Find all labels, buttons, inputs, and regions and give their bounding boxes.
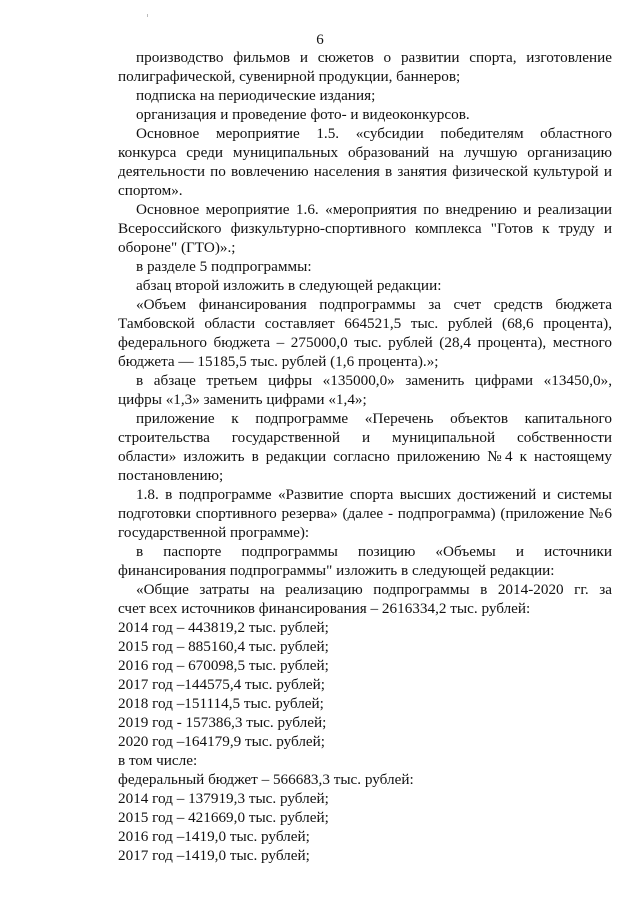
text-line: 2016 год – 670098,5 тыс. рублей;	[118, 657, 329, 674]
text-line: государственной программе):	[118, 524, 310, 541]
text-line: производство фильмов и сюжетов о развитии спорта, изготовление	[136, 49, 612, 66]
text-line: цифры «1,3» заменить цифрами «1,4»;	[118, 391, 367, 408]
text-line: в паспорте подпрограммы позицию «Объемы и источники	[136, 543, 612, 560]
text-line: в абзаце третьем цифры «135000,0» заменить цифрами «13450,0»,	[136, 372, 612, 389]
scan-speck	[147, 14, 148, 17]
text-line: спортом».	[118, 182, 183, 199]
text-line: федерального бюджета – 275000,0 тыс. рублей (28,4 процента), местного	[118, 334, 612, 351]
text-line: постановлению;	[118, 467, 224, 484]
text-line: 2017 год –1419,0 тыс. рублей;	[118, 847, 310, 864]
document-body	[118, 48, 612, 865]
page-number: 6	[316, 32, 324, 48]
text-line: Основное мероприятие 1.5. «субсидии победителям областного	[136, 125, 612, 142]
text-line: 2015 год – 885160,4 тыс. рублей;	[118, 638, 329, 655]
text-line: строительства государственной и муниципальной собственности	[118, 429, 612, 446]
text-line: обороне" (ГТО)».;	[118, 239, 236, 256]
text-line: «Общие затраты на реализацию подпрограммы в 2014-2020 гг. за	[136, 581, 612, 598]
text-line: 2017 год –144575,4 тыс. рублей;	[118, 676, 326, 693]
text-line: в том числе:	[118, 752, 198, 769]
text-line: счет всех источников финансирования – 2616334,2 тыс. рублей:	[118, 600, 531, 617]
text-line: области» изложить в редакции согласно приложению №4 к настоящему	[118, 448, 612, 465]
text-line: 2014 год – 137919,3 тыс. рублей;	[118, 790, 329, 807]
text-line: Тамбовской области составляет 664521,5 тыс. рублей (68,6 процента),	[118, 315, 612, 332]
text-line: федеральный бюджет – 566683,3 тыс. рублей:	[118, 771, 414, 788]
text-line: 2018 год –151114,5 тыс. рублей;	[118, 695, 324, 712]
text-line: 2020 год –164179,9 тыс. рублей;	[118, 733, 326, 750]
text-line: конкурса среди муниципальных образований на лучшую организацию	[118, 144, 612, 161]
text-line: 2015 год – 421669,0 тыс. рублей;	[118, 809, 329, 826]
text-line: Всероссийского физкультурно-спортивного комплекса "Готов к труду и	[118, 220, 612, 237]
text-line: организация и проведение фото- и видеоконкурсов.	[136, 106, 470, 123]
text-line: подготовки спортивного резерва» (далее - подпрограмма) (приложение №6	[118, 505, 612, 522]
text-line: 2014 год – 443819,2 тыс. рублей;	[118, 619, 329, 636]
text-line: 2019 год - 157386,3 тыс. рублей;	[118, 714, 327, 731]
text-line: 1.8. в подпрограмме «Развитие спорта высших достижений и системы	[136, 486, 612, 503]
text-line: деятельности по вовлечению населения в занятия физической культурой и	[118, 163, 612, 180]
text-line: Основное мероприятие 1.6. «мероприятия по внедрению и реализации	[136, 201, 612, 218]
text-line: приложение к подпрограмме «Перечень объектов капитального	[136, 410, 612, 427]
text-line: подписка на периодические издания;	[136, 87, 376, 104]
text-line: финансирования подпрограммы" изложить в следующей редакции:	[118, 562, 555, 579]
text-line: абзац второй изложить в следующей редакции:	[136, 277, 442, 294]
text-line: «Объем финансирования подпрограммы за счет средств бюджета	[136, 296, 612, 313]
text-line: полиграфической, сувенирной продукции, баннеров;	[118, 68, 461, 85]
text-line: в разделе 5 подпрограммы:	[136, 258, 312, 275]
text-line: бюджета — 15185,5 тыс. рублей (1,6 процента).»;	[118, 353, 439, 370]
text-line: 2016 год –1419,0 тыс. рублей;	[118, 828, 310, 845]
